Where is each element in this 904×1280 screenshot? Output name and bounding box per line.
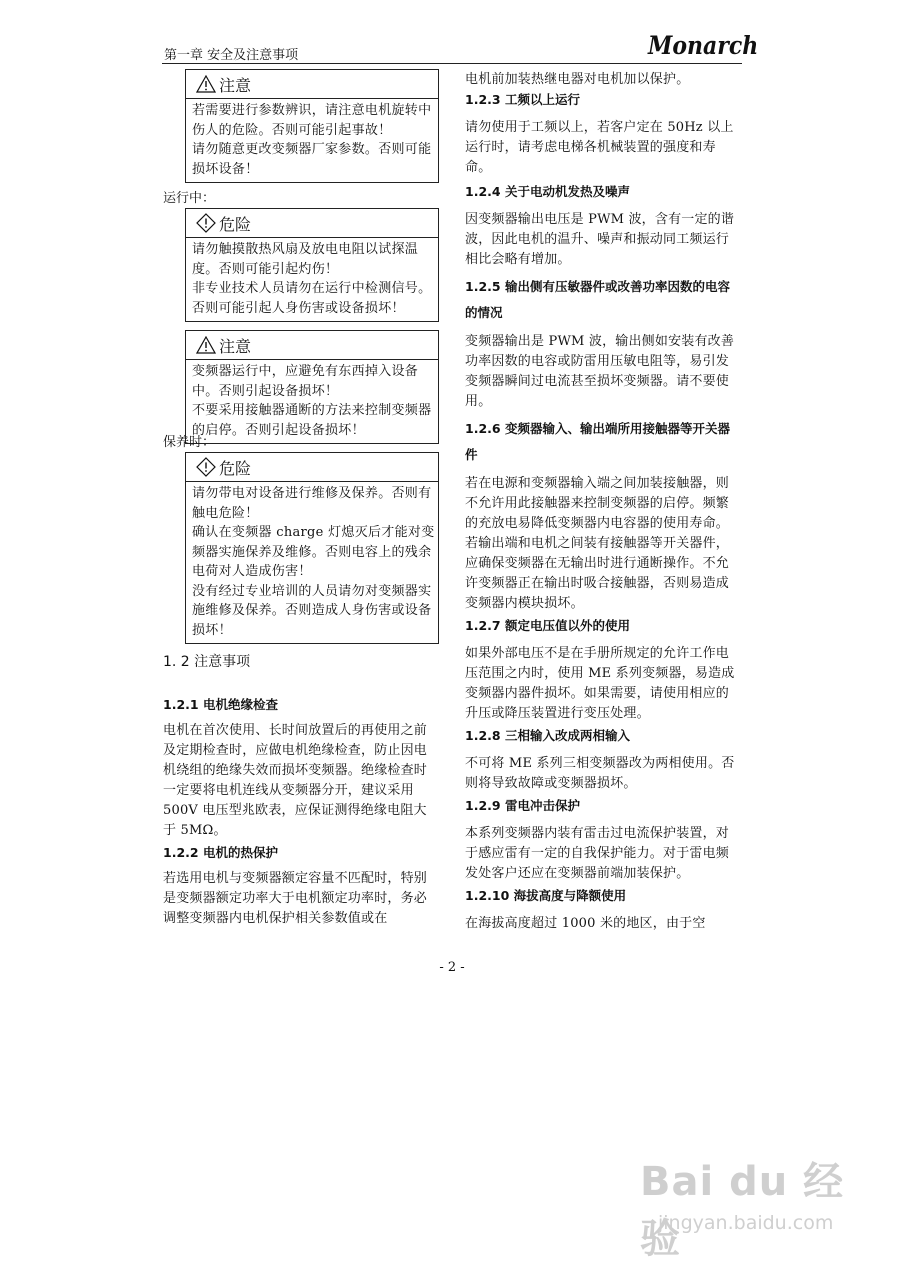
paragraph: 若在电源和变频器输入端之间加装接触器，则不允许用此接触器来控制变频器的启停。频繁的充放电易降低变频器内电容器的使用寿命。若输出端和电机之间装有接触器等开关器件，应确保变频器在无输出时进行通断操作。不允许变频器正在输出时吸合接触器，否则易造成变频器内模块损坏。: [465, 476, 730, 611]
paragraph: 在海拔高度超过 1000 米的地区，由于空: [465, 916, 706, 931]
caution-box-2: [185, 330, 439, 444]
box-body: [186, 99, 438, 182]
paragraph: 因变频器输出电压是 PWM 波，含有一定的谐波，因此电机的温升、噪声和振动同工频运行相比会略有增加。: [465, 212, 735, 267]
box-title-text: 注意: [219, 75, 252, 95]
subsection-heading: 1.2.10 海拔高度与降额使用: [465, 888, 627, 903]
paragraph: 不可将 ME 系列三相变频器改为两相使用。否则将导致故障或变频器损坏。: [465, 756, 735, 791]
box-title: [186, 453, 438, 482]
paragraph: 电机前加装热继电器对电机加以保护。: [465, 72, 690, 87]
box-body: [186, 482, 438, 643]
subsection-heading: 1.2.8 三相输入改成两相输入: [465, 728, 630, 743]
box-body: [186, 238, 438, 321]
warning-triangle-icon: [196, 336, 216, 354]
box-line: 非专业技术人员请勿在运行中检测信号。否则可能引起人身伤害或设备损坏！: [192, 281, 432, 316]
box-title-text: 注意: [219, 336, 252, 356]
box-line: 确认在变频器 charge 灯熄灭后才能对变频器实施保养及维修。否则电容上的残余电荷对人造成伤害！: [192, 525, 435, 579]
subsection-heading: 1.2.4 关于电动机发热及噪声: [465, 184, 630, 199]
box-line: 请勿触摸散热风扇及放电电阻以试探温度。否则可能引起灼伤！: [192, 242, 419, 277]
danger-box-2: [185, 452, 439, 644]
subsection-heading: 1.2.9 雷电冲击保护: [465, 798, 580, 813]
box-line: 若需要进行参数辨识，请注意电机旋转中伤人的危险。否则可能引起事故！: [192, 103, 432, 138]
box-line: 没有经过专业培训的人员请勿对变频器实施维修及保养。否则造成人身伤害或设备损坏！: [192, 583, 432, 638]
subsection-heading: 1.2.7 额定电压值以外的使用: [465, 618, 630, 633]
caution-box-1: [185, 69, 439, 183]
paragraph: 请勿使用于工频以上，若客户定在 50Hz 以上运行时，请考虑电梯各机械装置的强度和寿命。: [465, 120, 734, 175]
box-title-text: 危险: [219, 214, 252, 234]
box-line: 不要采用接触器通断的方法来控制变频器的启停。否则引起设备损坏！: [192, 403, 432, 438]
subsection-heading: 1.2.1 电机绝缘检查: [163, 697, 278, 712]
baidu-watermark: [640, 1150, 870, 1262]
maintenance-label: 保养时：: [163, 435, 216, 450]
paragraph: 变频器输出是 PWM 波，输出侧如安装有改善功率因数的电容或防雷用压敏电阻等，易引发变频器瞬间过电流甚至损坏变频器。请不要使用。: [465, 334, 735, 409]
watermark-url: jingyan.baidu.com: [658, 1212, 834, 1234]
paragraph: 本系列变频器内装有雷击过电流保护装置，对于感应雷有一定的自我保护能力。对于雷电频发处客户还应在变频器前端加装保护。: [465, 826, 730, 881]
header-divider: [162, 63, 742, 64]
left-column-text: [163, 695, 439, 929]
watermark-brand: Bai du 经验: [640, 1159, 845, 1262]
box-line: 请勿随意更改变频器厂家参数。否则可能损坏设备！: [192, 142, 432, 177]
danger-box-1: [185, 208, 439, 322]
danger-diamond-icon: [196, 213, 216, 233]
paragraph: 如果外部电压不是在手册所规定的允许工作电压范围之内时，使用 ME 系列变频器，易造成变频器内器件损坏。如果需要，请使用相应的升压或降压装置进行变压处理。: [465, 646, 735, 721]
paragraph: 若选用电机与变频器额定容量不匹配时，特别是变频器额定功率大于电机额定功率时，务必调整变频器内电机保护相关参数值或在: [163, 871, 428, 926]
subsection-heading: 1.2.5 输出侧有压敏器件或改善功率因数的电容的情况: [465, 279, 730, 320]
box-title-text: 危险: [219, 458, 252, 478]
warning-triangle-icon: [196, 75, 216, 93]
brand-logo: Monarch: [648, 31, 759, 61]
box-title: [186, 331, 438, 360]
box-title: [186, 70, 438, 99]
danger-diamond-icon: [196, 457, 216, 477]
section-title: 1. 2 注意事项: [163, 654, 251, 670]
chapter-title: 第一章 安全及注意事项: [164, 48, 299, 63]
box-body: [186, 360, 438, 443]
box-line: 请勿带电对设备进行维修及保养。否则有触电危险！: [192, 486, 432, 521]
subsection-heading: 1.2.3 工频以上运行: [465, 92, 580, 107]
paragraph: 电机在首次使用、长时间放置后的再使用之前及定期检查时，应做电机绝缘检查，防止因电机绕组的绝缘失效而损坏变频器。绝缘检查时一定要将电机连线从变频器分开，建议采用 500V 电压型兆欧表，应保证测得绝缘电阻大于 5MΩ。: [163, 723, 428, 838]
box-line: 变频器运行中，应避免有东西掉入设备中。否则引起设备损坏！: [192, 364, 419, 399]
right-column-text: [465, 70, 741, 934]
running-label: 运行中：: [163, 191, 216, 206]
subsection-heading: 1.2.6 变频器输入、输出端所用接触器等开关器件: [465, 421, 730, 462]
box-title: [186, 209, 438, 238]
page-number: - 2 -: [439, 960, 465, 975]
subsection-heading: 1.2.2 电机的热保护: [163, 845, 278, 860]
